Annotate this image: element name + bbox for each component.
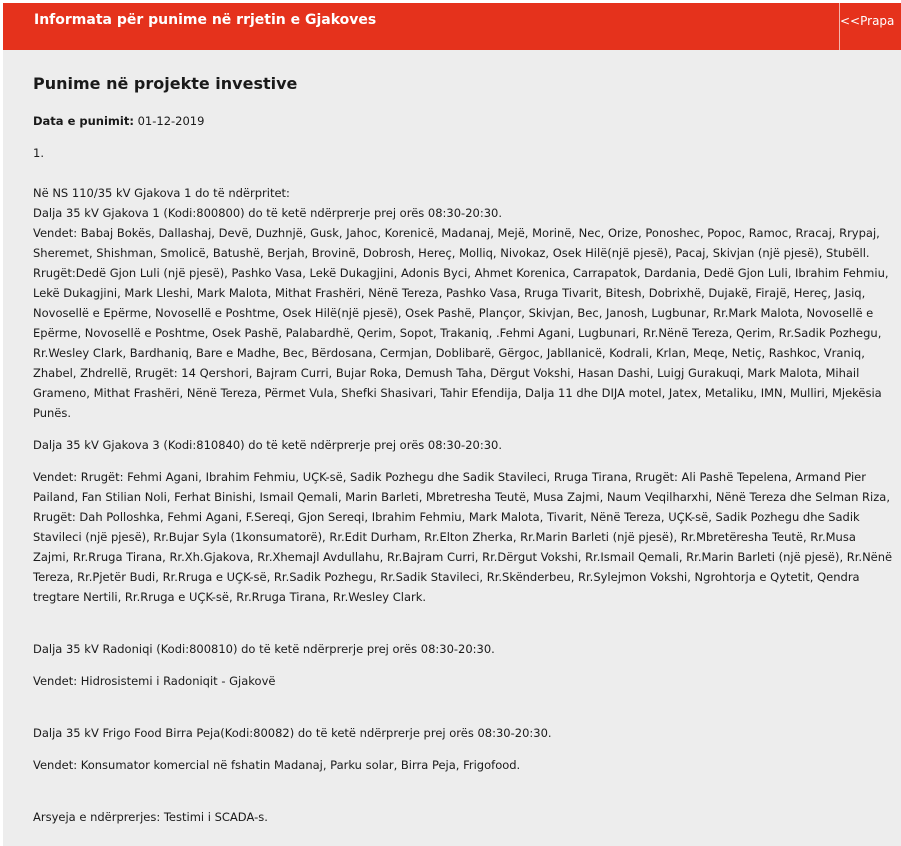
date-label: Data e punimit:	[33, 114, 134, 128]
back-link[interactable]: <<Prapa	[840, 14, 895, 28]
dalja4-title: Dalja 35 kV Frigo Food Birra Peja(Kodi:80082) do të ketë ndërprerje prej orës 08:30-20:30.	[33, 726, 552, 740]
header-bar	[3, 3, 901, 50]
date-value: 01-12-2019	[137, 114, 205, 128]
header-title: Informata për punime në rrjetin e Gjakoves	[34, 12, 377, 28]
dalja4-vendet: Vendet: Konsumator komercial në fshatin Madanaj, Parku solar, Birra Peja, Frigofood.	[33, 758, 521, 772]
page-title: Punime në projekte investive	[33, 74, 298, 93]
reason-text: Arsyeja e ndërprerjes: Testimi i SCADA-s.	[33, 810, 268, 824]
page-frame	[3, 3, 901, 846]
dalja1-title: Dalja 35 kV Gjakova 1 (Kodi:800800) do të ketë ndërprerje prej orës 08:30-20:30.	[33, 206, 503, 220]
dalja3-vendet: Vendet: Hidrosistemi i Radoniqit - Gjakovë	[33, 674, 276, 688]
intro-text: Në NS 110/35 kV Gjakova 1 do të ndërpritet:	[33, 186, 290, 200]
dalja1-vendet: Vendet: Babaj Bokës, Dallashaj, Devë, Duzhnjë, Gusk, Jahoc, Korenicë, Madanaj, Mejë, Morinë, Nec, Orize, Ponoshec, Popoc, Ramoc, Rracaj, Rrypaj, Sheremet, Shishman, Smolicë, Batushë, Berjah, Brovinë, Dobrosh, Hereç, Molliq, Nivokaz, Osek Hilë(një pjesë), Pacaj, Skivjan (një pjesë), Stubëll. Rrugët:Dedë Gjon Luli (një pjesë), Pashko Vasa, Lekë Dukagjini, Adonis Byci, Ahmet Korenica, Carrapatok, Dardania, Dedë Gjon Luli, Ibrahim Fehmiu, Lekë Dukagjini, Mark Lleshi, Mark Malota, Mithat Frashëri, Nënë Tereza, Pashko Vasa, Rruga Tivarit, Bitesh, Dobrixhë, Dujakë, Firajë, Hereç, Jasiq, Novosellë e Epërme, Novosellë e Poshtme, Osek Hilë(një pjesë), Osek Pashë, Plançor, Skivjan, Bec, Janosh, Lugbunar, Rr.Mark Malota, Novosellë e Epërme, Novosellë e Poshtme, Osek Pashë, Palabardhë, Qerim, Sopot, Trakaniq, .Fehmi Agani, Lugbunari, Rr.Nënë Tereza, Qerim, Rr.Sadik Pozhegu, Rr.Wesley Clark, Bardhaniq, Bare e Madhe, Bec, Bërdosana, Cermjan, Doblibarë, Gërgoc, Jabllanicë, Kodrali, Krlan, Meqe, Netiç, Rashkoc, Vraniq, Zhabel, Zhdrellë, Rrugët: 14 Qershori, Bajram Curri, Bujar Roka, Demush Taha, Dërgut Vokshi, Hasan Dashi, Luigj Gurakuqi, Mark Malota, Mihail Grameno, Mithat Frashëri, Nënë Tereza, Përmet Vula, Shefki Shasivari, Tahir Efendija, Dalja 11 dhe DIJA motel, Jatex, Metaliku, IMN, Mulliri, Mjekësia Punës.	[33, 226, 889, 420]
date-line	[33, 111, 895, 131]
item-number: 1.	[33, 146, 44, 160]
dalja3-title: Dalja 35 kV Radoniqi (Kodi:800810) do të ketë ndërprerje prej orës 08:30-20:30.	[33, 642, 495, 656]
dalja2-title: Dalja 35 kV Gjakova 3 (Kodi:810840) do të ketë ndërprerje prej orës 08:30-20:30.	[33, 438, 503, 452]
dalja2-vendet: Vendet: Rrugët: Fehmi Agani, Ibrahim Fehmiu, UÇK-së, Sadik Pozhegu dhe Sadik Stavileci, Rruga Tirana, Rrugët: Ali Pashë Tepelena, Armand Pier Pailand, Fan Stilian Noli, Ferhat Binishi, Ismail Qemali, Marin Barleti, Mbretresha Teutë, Musa Zajmi, Naum Veqilharxhi, Nënë Tereza dhe Selman Riza, Rrugët: Dah Polloshka, Fehmi Agani, F.Sereqi, Gjon Sereqi, Ibrahim Fehmiu, Mark Malota, Tivarit, Nënë Tereza, UÇK-së, Sadik Pozhegu dhe Sadik Stavileci (një pjesë), Rr.Bujar Syla (1konsumatorë), Rr.Edit Durham, Rr.Elton Zherka, Rr.Marin Barleti (një pjesë), Rr.Mbretëresha Teutë, Rr.Musa Zajmi, Rr.Rruga Tirana, Rr.Xh.Gjakova, Rr.Xhemajl Avdullahu, Rr.Bajram Curri, Rr.Dërgut Vokshi, Rr.Ismail Qemali, Rr.Marin Barleti (një pjesë), Rr.Nënë Tereza, Rr.Pjetër Budi, Rr.Rruga e UÇK-së, Rr.Sadik Pozhegu, Rr.Sadik Stavileci, Rr.Skënderbeu, Rr.Sylejmon Vokshi, Ngrohtorja e Qytetit, Qendra tregtare Nertili, Rr.Rruga e UÇK-së, Rr.Rruga Tirana, Rr.Wesley Clark.	[33, 470, 893, 604]
main-content	[33, 73, 895, 827]
